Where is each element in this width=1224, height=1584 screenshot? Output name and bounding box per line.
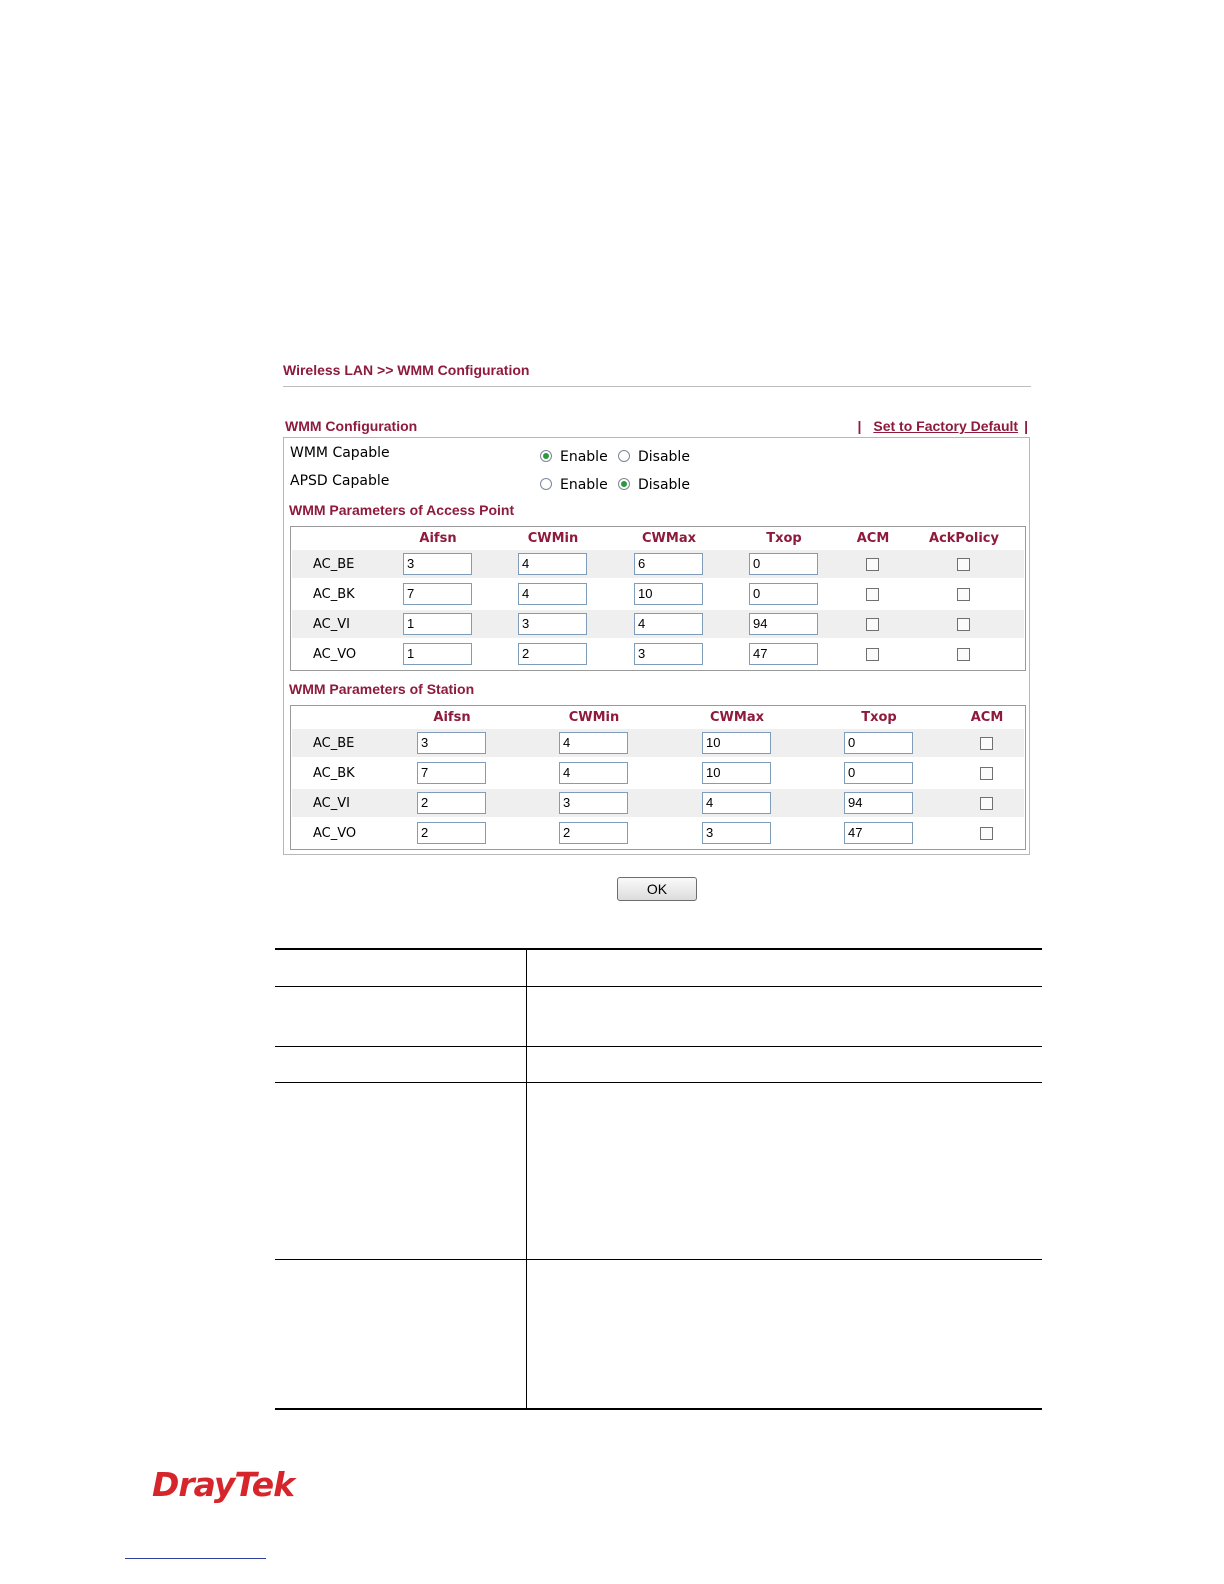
ap-row-label: AC_VI [313, 617, 350, 632]
station-header-aifsn: Aifsn [433, 710, 471, 725]
ap-ack-checkbox[interactable] [957, 588, 970, 601]
station-cwmin-input[interactable]: 4 [559, 732, 628, 754]
station-aifsn-input[interactable]: 7 [417, 762, 486, 784]
ap-txop-input[interactable]: 94 [749, 613, 818, 635]
wmm-disable-text: Disable [638, 449, 690, 465]
ap-acm-checkbox[interactable] [866, 648, 879, 661]
station-aifsn-input[interactable]: 3 [417, 732, 486, 754]
ap-row-label: AC_BK [313, 587, 355, 602]
station-acm-checkbox[interactable] [980, 767, 993, 780]
config-title: WMM Configuration [285, 418, 418, 434]
ap-params-table [290, 526, 1026, 671]
ap-header-ackpolicy: AckPolicy [929, 531, 999, 546]
ap-aifsn-input[interactable]: 3 [403, 553, 472, 575]
ap-acm-checkbox[interactable] [866, 558, 879, 571]
wmm-disable-option[interactable] [618, 446, 690, 465]
desc-table-top-rule [275, 948, 1042, 950]
ap-header-txop: Txop [766, 531, 802, 546]
apsd-disable-radio[interactable] [618, 478, 630, 490]
ap-txop-input[interactable]: 0 [749, 583, 818, 605]
station-header-cwmin: CWMin [568, 710, 620, 725]
station-cwmax-input[interactable]: 3 [702, 822, 771, 844]
ap-header-cwmin: CWMin [527, 531, 579, 546]
ap-cwmin-input[interactable]: 4 [518, 553, 587, 575]
desc-table-bottom-rule [275, 1408, 1042, 1410]
apsd-capable-label: APSD Capable [290, 473, 390, 489]
ap-acm-checkbox[interactable] [866, 588, 879, 601]
ap-cwmax-input[interactable]: 4 [634, 613, 703, 635]
station-acm-checkbox[interactable] [980, 797, 993, 810]
breadcrumb-divider [283, 386, 1031, 387]
station-cwmax-input[interactable]: 10 [702, 732, 771, 754]
station-row-label: AC_VO [313, 826, 357, 841]
ap-aifsn-input[interactable]: 1 [403, 643, 472, 665]
desc-table-rule [275, 986, 1042, 987]
ap-ack-checkbox[interactable] [957, 558, 970, 571]
factory-default-bar [857, 418, 1028, 434]
apsd-enable-text: Enable [560, 477, 608, 493]
station-params-table [290, 705, 1026, 850]
ap-cwmin-input[interactable]: 4 [518, 583, 587, 605]
ap-row-label: AC_BE [313, 557, 355, 572]
ap-aifsn-input[interactable]: 7 [403, 583, 472, 605]
ap-cwmax-input[interactable]: 6 [634, 553, 703, 575]
ap-row-label: AC_VO [313, 647, 357, 662]
draytek-logo: DrayTek [152, 1465, 295, 1504]
wmm-enable-option[interactable] [540, 446, 608, 465]
ap-header-aifsn: Aifsn [419, 531, 457, 546]
wmm-enable-radio[interactable] [540, 450, 552, 462]
ap-params-title: WMM Parameters of Access Point [289, 502, 515, 518]
ap-txop-input[interactable]: 47 [749, 643, 818, 665]
apsd-enable-option[interactable] [540, 474, 608, 493]
station-row-label: AC_VI [313, 796, 350, 811]
breadcrumb: Wireless LAN >> WMM Configuration [283, 362, 530, 378]
station-row-label: AC_BE [313, 736, 355, 751]
footer-rule [125, 1558, 266, 1559]
station-txop-input[interactable]: 0 [844, 762, 913, 784]
station-row-stripe [292, 729, 1024, 757]
ap-acm-checkbox[interactable] [866, 618, 879, 631]
desc-table-column-divider [526, 949, 527, 1409]
ap-cwmax-input[interactable]: 3 [634, 643, 703, 665]
station-params-title: WMM Parameters of Station [289, 681, 475, 697]
ap-ack-checkbox[interactable] [957, 618, 970, 631]
wmm-enable-text: Enable [560, 449, 608, 465]
ap-cwmin-input[interactable]: 2 [518, 643, 587, 665]
desc-table-rule [275, 1082, 1042, 1083]
apsd-enable-radio[interactable] [540, 478, 552, 490]
ap-header-cwmax: CWMax [642, 531, 696, 546]
apsd-disable-option[interactable] [618, 474, 690, 493]
ap-cwmin-input[interactable]: 3 [518, 613, 587, 635]
station-cwmin-input[interactable]: 3 [559, 792, 628, 814]
station-header-cwmax: CWMax [710, 710, 764, 725]
station-aifsn-input[interactable]: 2 [417, 822, 486, 844]
ap-txop-input[interactable]: 0 [749, 553, 818, 575]
station-header-acm: ACM [970, 710, 1004, 725]
station-acm-checkbox[interactable] [980, 827, 993, 840]
separator-right: | [1024, 418, 1028, 434]
station-cwmin-input[interactable]: 2 [559, 822, 628, 844]
station-cwmax-input[interactable]: 10 [702, 762, 771, 784]
ok-button[interactable]: OK [617, 877, 697, 901]
separator-left: | [857, 418, 862, 434]
station-txop-input[interactable]: 94 [844, 792, 913, 814]
station-row-label: AC_BK [313, 766, 355, 781]
station-acm-checkbox[interactable] [980, 737, 993, 750]
desc-table-rule [275, 1046, 1042, 1047]
desc-table-rule [275, 1259, 1042, 1260]
wmm-disable-radio[interactable] [618, 450, 630, 462]
station-row-stripe [292, 789, 1024, 817]
station-aifsn-input[interactable]: 2 [417, 792, 486, 814]
station-txop-input[interactable]: 0 [844, 732, 913, 754]
station-cwmin-input[interactable]: 4 [559, 762, 628, 784]
ap-ack-checkbox[interactable] [957, 648, 970, 661]
ap-header-acm: ACM [856, 531, 890, 546]
station-cwmax-input[interactable]: 4 [702, 792, 771, 814]
ap-aifsn-input[interactable]: 1 [403, 613, 472, 635]
wmm-capable-label: WMM Capable [290, 445, 390, 461]
factory-default-link[interactable]: Set to Factory Default [873, 418, 1019, 434]
station-header-txop: Txop [861, 710, 897, 725]
ap-cwmax-input[interactable]: 10 [634, 583, 703, 605]
station-txop-input[interactable]: 47 [844, 822, 913, 844]
apsd-disable-text: Disable [638, 477, 690, 493]
